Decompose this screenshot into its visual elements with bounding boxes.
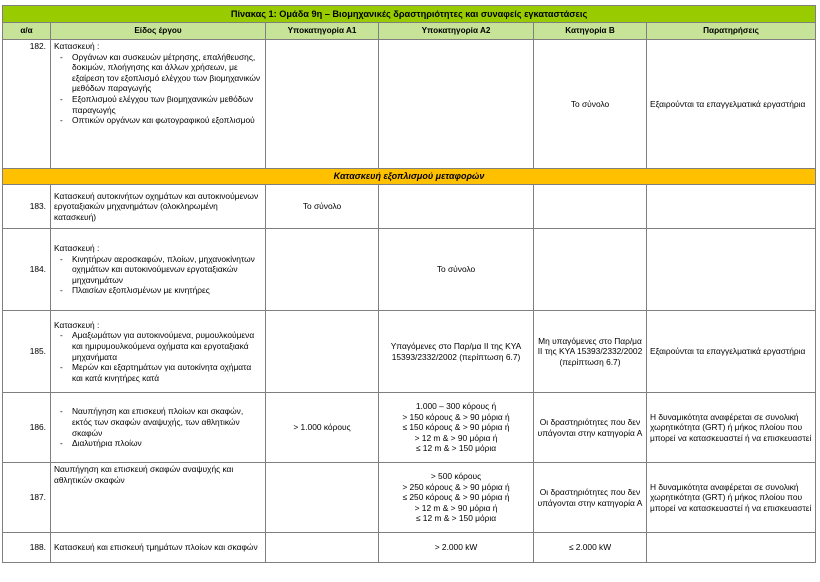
subcategory-a1-cell [266, 533, 379, 563]
category-b-cell: Οι δραστηριότητες που δεν υπάγονται στην κατηγορία Α [534, 463, 647, 533]
table-row [3, 533, 816, 563]
notes-cell [647, 229, 816, 311]
header-notes: Παρατηρήσεις [647, 23, 816, 40]
section-row [3, 169, 816, 185]
notes-cell: Η δυναμικότητα αναφέρεται σε συνολική χωρητικότητα (GRT) ή μήκος πλοίου που μπορεί να κατασκευαστεί ή να επισκευαστεί [647, 393, 816, 463]
threshold-line: > 150 κόρους & > 90 μόρια ή [402, 411, 510, 422]
header-subcategory-a2: Υποκατηγορία Α2 [379, 23, 534, 40]
subcategory-a1-cell [266, 229, 379, 311]
table-title: Πίνακας 1: Ομάδα 9η – Βιομηχανικές δραστηριότητες και συναφείς εγκαταστάσεις [3, 6, 816, 23]
category-b-cell: ≤ 2.000 kW [534, 533, 647, 563]
threshold-line: > 12 m & > 90 μόρια ή [414, 432, 498, 443]
list-item: - Κινητήρων αεροσκαφών, πλοίων, μηχανοκίνητων οχημάτων και αυτοκινούμενων εργοταξιακών μηχανημάτων [54, 254, 262, 286]
table-header-row [3, 23, 816, 40]
row-number: 185. [3, 311, 51, 393]
threshold-line: ≤ 250 κόρους & > 90 μόρια ή [402, 492, 510, 503]
table-row [3, 185, 816, 229]
row-number: 186. [3, 393, 51, 463]
item-list [54, 330, 262, 383]
subcategory-a1-cell [266, 311, 379, 393]
table-row [3, 311, 816, 393]
project-type-cell: Ναυπήγηση και επισκευή σκαφών αναψυχής και αθλητικών σκαφών [51, 463, 266, 533]
item-list [54, 254, 262, 296]
item-list [54, 52, 262, 126]
subcategory-a1-cell [266, 463, 379, 533]
table-row [3, 463, 816, 533]
header-number: α/α [3, 23, 51, 40]
category-b-cell: Το σύνολο [534, 40, 647, 169]
table-title-row [3, 6, 816, 23]
notes-cell [647, 533, 816, 563]
threshold-line: ≤ 12 m & > 150 μόρια [415, 513, 497, 524]
activities-table [2, 5, 816, 563]
subcategory-a2-cell: Το σύνολο [379, 229, 534, 311]
threshold-line: 1.000 – 300 κόρους ή [415, 401, 497, 412]
subcategory-a1-cell: > 1.000 κόρους [266, 393, 379, 463]
list-item: - Αμαξωμάτων για αυτοκινούμενα, ρυμουλκούμενα και ημιρυμουλκούμενα οχήματα και εργοταξιακά μηχανήματα [54, 330, 262, 362]
list-item: - Διαλυτήρια πλοίων [54, 438, 262, 449]
section-title: Κατασκευή εξοπλισμού μεταφορών [3, 169, 816, 185]
list-item: - Πλαισίων εξοπλισμένων με κινητήρες [54, 285, 262, 296]
project-type-cell [51, 229, 266, 311]
item-list [54, 406, 262, 448]
row-number: 184. [3, 229, 51, 311]
project-type-cell [51, 393, 266, 463]
subcategory-a2-cell [379, 463, 534, 533]
notes-cell: Η δυναμικότητα αναφέρεται σε συνολική χωρητικότητα (GRT) ή μήκος πλοίου που μπορεί να κατασκευαστεί ή να επισκευαστεί [647, 463, 816, 533]
table-row [3, 229, 816, 311]
notes-cell: Εξαιρούνται τα επαγγελματικά εργαστήρια [647, 311, 816, 393]
header-category-b: Κατηγορία Β [534, 23, 647, 40]
cell-label: Κατασκευή : [54, 41, 100, 51]
threshold-line: ≤ 12 m & > 150 μόρια [415, 443, 497, 454]
subcategory-a2-cell [379, 40, 534, 169]
category-b-cell: Μη υπαγόμενες στο Παρ/μα ΙΙ της ΚΥΑ 15393/2332/2002 (περίπτωση 6.7) [534, 311, 647, 393]
list-item: - Ναυπήγηση και επισκευή πλοίων και σκαφών, εκτός των σκαφών αναψυχής, των αθλητικών σκαφών [54, 406, 262, 438]
project-type-cell [51, 311, 266, 393]
header-project-type: Είδος έργου [51, 23, 266, 40]
list-item: - Μερών και εξαρτημάτων για αυτοκίνητα οχήματα και κατά κινητήρες κατά [54, 362, 262, 383]
subcategory-a2-cell [379, 393, 534, 463]
notes-cell: Εξαιρούνται τα επαγγελματικά εργαστήρια [647, 40, 816, 169]
threshold-line: ≤ 150 κόρους & > 90 μόρια ή [402, 422, 510, 433]
category-b-cell [534, 185, 647, 229]
table-row [3, 40, 816, 169]
project-type-cell [51, 40, 266, 169]
row-number: 183. [3, 185, 51, 229]
cell-label: Κατασκευή : [54, 243, 100, 254]
notes-cell [647, 185, 816, 229]
threshold-line: > 500 κόρους [430, 471, 482, 482]
subcategory-a2-cell [379, 185, 534, 229]
subcategory-a1-cell [266, 40, 379, 169]
subcategory-a2-cell: > 2.000 kW [379, 533, 534, 563]
project-type-cell: Κατασκευή αυτοκινήτων οχημάτων και αυτοκινούμενων εργοταξιακών μηχανημάτων (ολοκληρωμένη κατασκευή) [51, 185, 266, 229]
list-item: - Οπτικών οργάνων και φωτογραφικού εξοπλισμού [54, 115, 262, 126]
cell-label: Κατασκευή : [54, 319, 100, 330]
row-number: 182. [3, 40, 51, 169]
header-subcategory-a1: Υποκατηγορία Α1 [266, 23, 379, 40]
row-number: 188. [3, 533, 51, 563]
list-item: - Οργάνων και συσκευών μέτρησης, επαλήθευσης, δοκιμών, πλοήγησης και άλλων χρήσεων, με εξαίρεση τον εξοπλισμό ελέγχου των βιομηχανικών μεθόδων παραγωγής [54, 52, 262, 94]
project-type-cell: Κατασκευή και επισκευή τμημάτων πλοίων και σκαφών [51, 533, 266, 563]
threshold-line: > 12 m & > 90 μόρια ή [414, 502, 498, 513]
list-item: - Εξοπλισμού ελέγχου των βιομηχανικών μεθόδων παραγωγής [54, 94, 262, 115]
subcategory-a1-cell: Το σύνολο [266, 185, 379, 229]
threshold-line: > 250 κόρους & > 90 μόρια ή [402, 481, 510, 492]
row-number: 187. [3, 463, 51, 533]
table-row [3, 393, 816, 463]
subcategory-a2-cell: Υπαγόμενες στο Παρ/μα ΙΙ της ΚΥΑ 15393/2332/2002 (περίπτωση 6.7) [379, 311, 534, 393]
category-b-cell: Οι δραστηριότητες που δεν υπάγονται στην κατηγορία Α [534, 393, 647, 463]
category-b-cell [534, 229, 647, 311]
